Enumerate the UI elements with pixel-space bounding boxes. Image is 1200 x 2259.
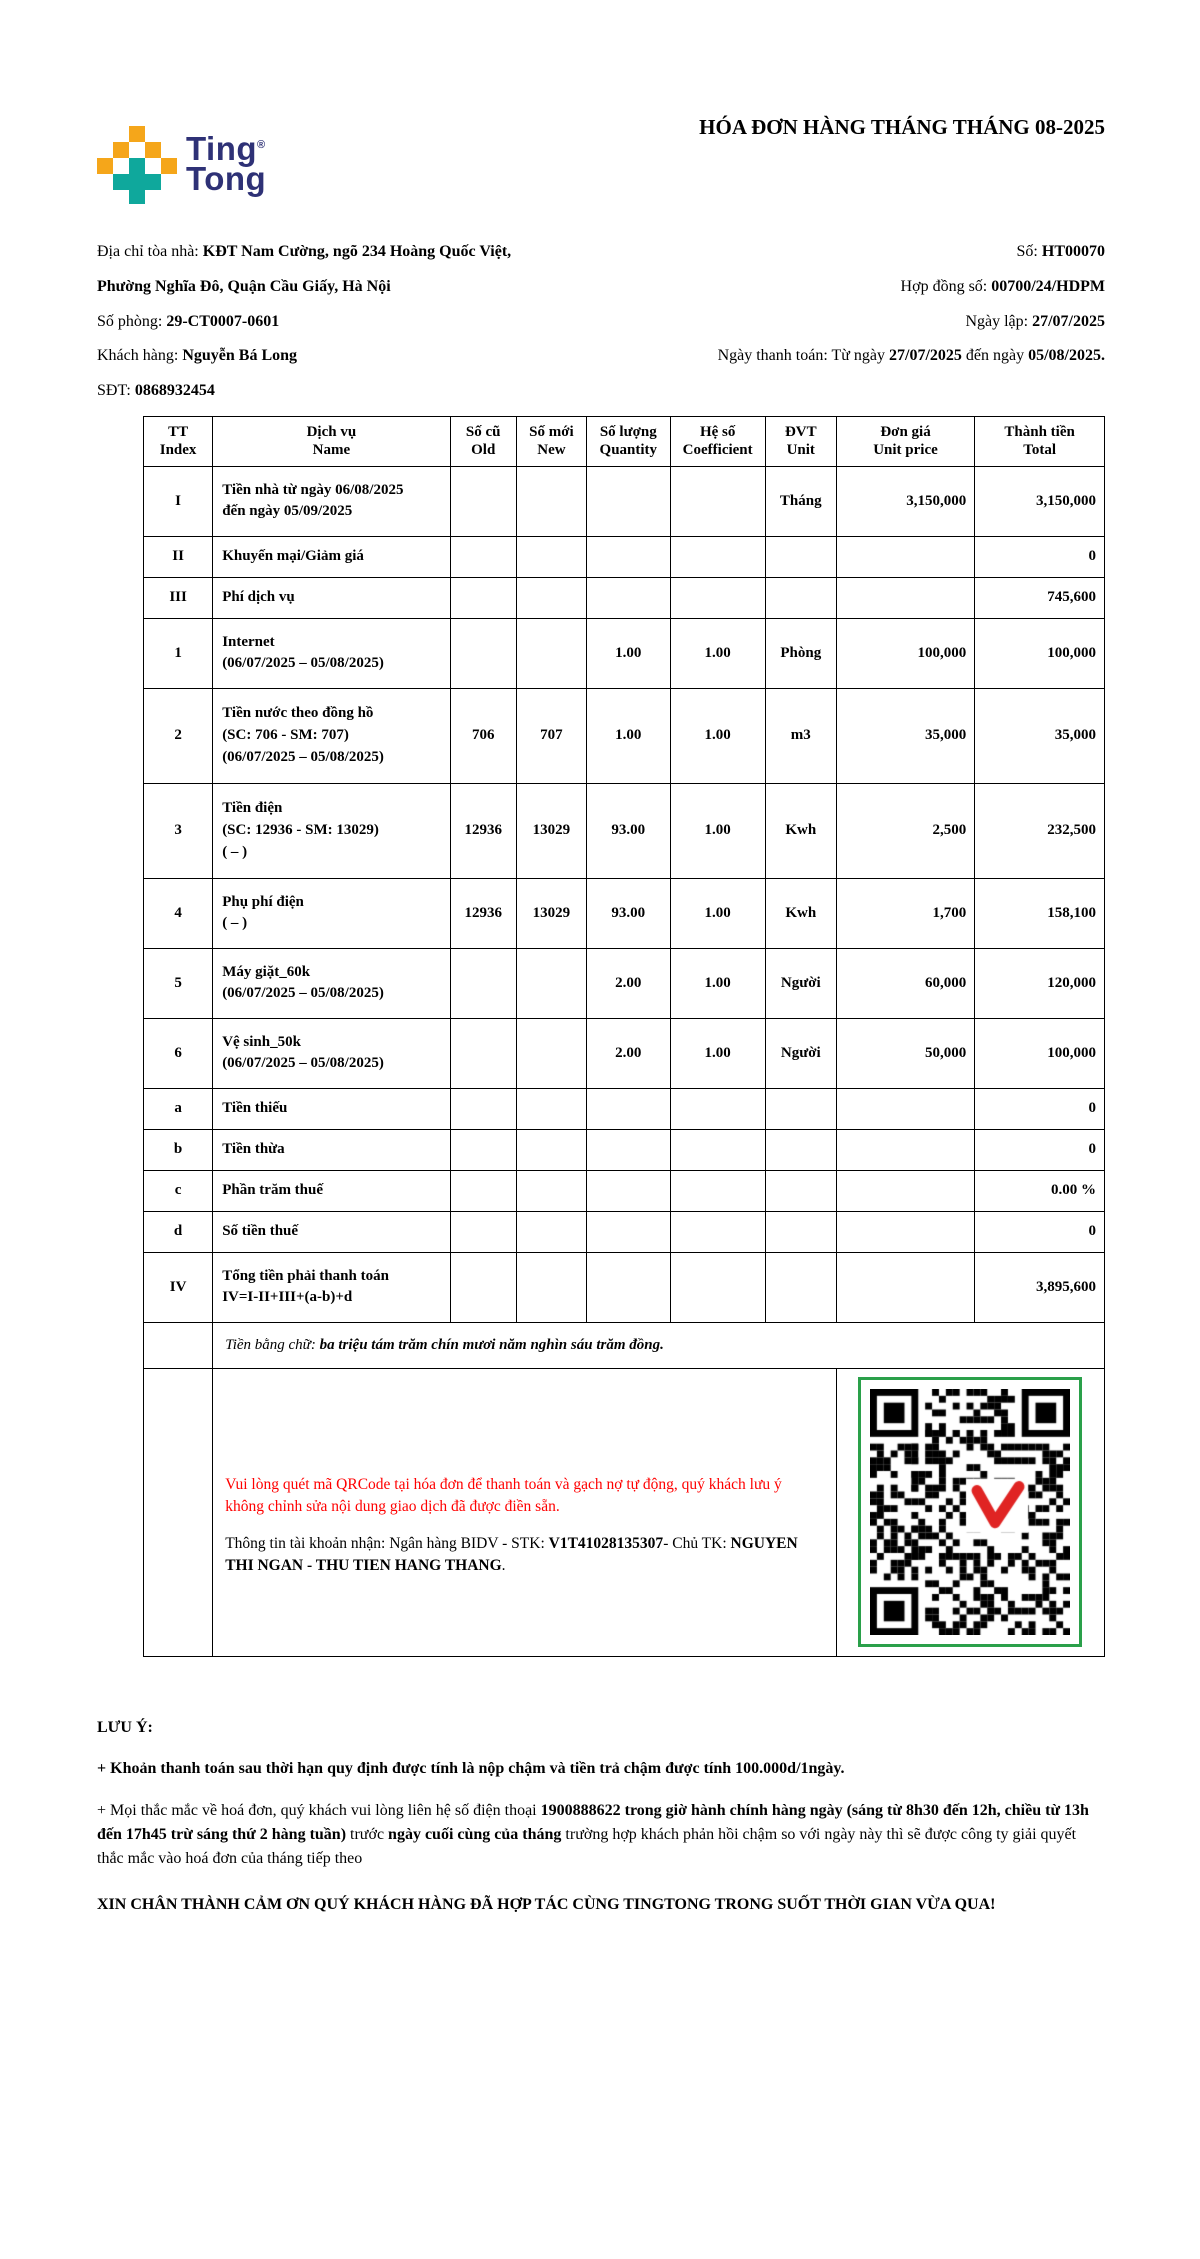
cell-name: Khuyến mại/Giảm giá bbox=[213, 536, 450, 577]
empty-cell bbox=[144, 1322, 213, 1368]
cell-name: Vệ sinh_50k (06/07/2025 – 05/08/2025) bbox=[213, 1018, 450, 1088]
cell-total: 0.00 % bbox=[975, 1170, 1105, 1211]
col-header-new: Số mới New bbox=[516, 416, 586, 466]
payment-period: Ngày thanh toán: Từ ngày 27/07/2025 đến ngày 05/08/2025. bbox=[717, 347, 1105, 365]
cell-old bbox=[450, 577, 516, 618]
cell-coeff: 1.00 bbox=[670, 878, 765, 948]
cell-unit: Người bbox=[765, 1018, 836, 1088]
footer-notes bbox=[97, 1719, 1105, 1917]
cell-unit: Phòng bbox=[765, 618, 836, 688]
amount-in-words: Tiền bằng chữ: ba triệu tám trăm chín mươi năm nghìn sáu trăm đồng. bbox=[213, 1322, 1105, 1368]
cell-unit bbox=[765, 1170, 836, 1211]
col-header-unit: ĐVT Unit bbox=[765, 416, 836, 466]
info-row bbox=[97, 312, 1105, 333]
cell-name: Internet (06/07/2025 – 05/08/2025) bbox=[213, 618, 450, 688]
table-row bbox=[144, 1018, 1105, 1088]
cell-price: 3,150,000 bbox=[836, 466, 974, 536]
invoice-number: Số: HT00070 bbox=[1016, 243, 1105, 260]
registered-mark: ® bbox=[257, 139, 266, 151]
invoice-header bbox=[97, 112, 1105, 230]
cell-qty: 93.00 bbox=[587, 878, 671, 948]
brand-ting: Ting bbox=[186, 130, 258, 167]
cell-old: 12936 bbox=[450, 783, 516, 878]
table-row bbox=[144, 688, 1105, 783]
cell-new bbox=[516, 1211, 586, 1252]
col-header-unit-price: Đơn giá Unit price bbox=[836, 416, 974, 466]
cell-old bbox=[450, 1252, 516, 1322]
col-header-quantity: Số lượng Quantity bbox=[587, 416, 671, 466]
cell-new bbox=[516, 618, 586, 688]
cell-total: 0 bbox=[975, 1129, 1105, 1170]
cell-total: 120,000 bbox=[975, 948, 1105, 1018]
cell-old bbox=[450, 618, 516, 688]
cell-old bbox=[450, 948, 516, 1018]
cell-old bbox=[450, 536, 516, 577]
cell-qty bbox=[587, 1170, 671, 1211]
cell-price bbox=[836, 1088, 974, 1129]
info-row bbox=[97, 277, 1105, 298]
cell-coeff: 1.00 bbox=[670, 948, 765, 1018]
table-header-row bbox=[144, 416, 1105, 466]
cell-coeff bbox=[670, 1170, 765, 1211]
cell-qty bbox=[587, 1129, 671, 1170]
brand-tong: Tong bbox=[186, 160, 267, 198]
cell-price bbox=[836, 577, 974, 618]
cell-tt: 1 bbox=[144, 618, 213, 688]
table-row bbox=[144, 878, 1105, 948]
cell-price bbox=[836, 536, 974, 577]
cell-qty bbox=[587, 466, 671, 536]
cell-coeff bbox=[670, 536, 765, 577]
cell-old bbox=[450, 1088, 516, 1129]
cell-name: Tổng tiền phải thanh toán IV=I-II+III+(a-b)+d bbox=[213, 1252, 450, 1322]
cell-total: 0 bbox=[975, 1088, 1105, 1129]
table-row bbox=[144, 1088, 1105, 1129]
cell-tt: I bbox=[144, 466, 213, 536]
cell-old bbox=[450, 1211, 516, 1252]
cell-name: Phụ phí điện ( – ) bbox=[213, 878, 450, 948]
table-row bbox=[144, 577, 1105, 618]
cell-coeff bbox=[670, 1129, 765, 1170]
cell-name: Tiền điện (SC: 12936 - SM: 13029) ( – ) bbox=[213, 783, 450, 878]
cell-new bbox=[516, 1018, 586, 1088]
info-row bbox=[97, 242, 1105, 263]
cell-total: 3,150,000 bbox=[975, 466, 1105, 536]
info-row bbox=[97, 346, 1105, 367]
cell-name: Phí dịch vụ bbox=[213, 577, 450, 618]
invoice-table bbox=[143, 416, 1105, 1657]
cell-new bbox=[516, 536, 586, 577]
contract-number: Hợp đồng số: 00700/24/HDPM bbox=[900, 277, 1105, 295]
table-row bbox=[144, 536, 1105, 577]
cell-tt: a bbox=[144, 1088, 213, 1129]
col-header-service: Dịch vụ Name bbox=[213, 416, 450, 466]
cell-tt: c bbox=[144, 1170, 213, 1211]
cell-tt: IV bbox=[144, 1252, 213, 1322]
cell-new: 13029 bbox=[516, 878, 586, 948]
table-row bbox=[144, 948, 1105, 1018]
tingtong-logo bbox=[97, 126, 266, 204]
qr-payment-notice: Vui lòng quét mã QRCode tại hóa đơn để thanh toán và gạch nợ tự động, quý khách lưu ý không chỉnh sửa nội dung giao dịch đã được điền sẵn. bbox=[225, 1476, 782, 1515]
cell-tt: 5 bbox=[144, 948, 213, 1018]
table-row bbox=[144, 1170, 1105, 1211]
cell-coeff: 1.00 bbox=[670, 688, 765, 783]
col-header-index: TT Index bbox=[144, 416, 213, 466]
cell-unit bbox=[765, 1088, 836, 1129]
info-row bbox=[97, 381, 1105, 402]
customer-phone: SĐT: 0868932454 bbox=[97, 382, 215, 400]
cell-total: 100,000 bbox=[975, 618, 1105, 688]
table-row bbox=[144, 783, 1105, 878]
invoice-info bbox=[97, 242, 1105, 402]
cell-coeff: 1.00 bbox=[670, 618, 765, 688]
cell-coeff: 1.00 bbox=[670, 1018, 765, 1088]
cell-old bbox=[450, 1170, 516, 1211]
cell-old: 12936 bbox=[450, 878, 516, 948]
cell-coeff bbox=[670, 1252, 765, 1322]
bank-account-info: Thông tin tài khoản nhận: Ngân hàng BIDV - STK: V1T41028135307- Chủ TK: NGUYEN THI NGAN - THU TIEN HANG THANG. bbox=[225, 1535, 798, 1575]
cell-total: 3,895,600 bbox=[975, 1252, 1105, 1322]
cell-unit: Kwh bbox=[765, 783, 836, 878]
cell-unit bbox=[765, 577, 836, 618]
cell-qty bbox=[587, 1252, 671, 1322]
cell-name: Số tiền thuế bbox=[213, 1211, 450, 1252]
cell-new bbox=[516, 1129, 586, 1170]
cell-coeff: 1.00 bbox=[670, 783, 765, 878]
cell-total: 100,000 bbox=[975, 1018, 1105, 1088]
cell-old bbox=[450, 1129, 516, 1170]
cell-total: 0 bbox=[975, 536, 1105, 577]
cell-unit bbox=[765, 1211, 836, 1252]
col-header-old: Số cũ Old bbox=[450, 416, 516, 466]
cell-qty bbox=[587, 1211, 671, 1252]
cell-name: Tiền thừa bbox=[213, 1129, 450, 1170]
cell-coeff bbox=[670, 466, 765, 536]
cell-old bbox=[450, 1018, 516, 1088]
cell-unit: m3 bbox=[765, 688, 836, 783]
cell-total: 35,000 bbox=[975, 688, 1105, 783]
cell-tt: 2 bbox=[144, 688, 213, 783]
cell-tt: II bbox=[144, 536, 213, 577]
payment-instructions-cell bbox=[213, 1368, 837, 1656]
cell-coeff bbox=[670, 1088, 765, 1129]
customer-name: Khách hàng: Nguyễn Bá Long bbox=[97, 347, 298, 365]
cell-new bbox=[516, 577, 586, 618]
payment-qr-code bbox=[870, 1389, 1070, 1635]
cell-price: 1,700 bbox=[836, 878, 974, 948]
table-row bbox=[144, 466, 1105, 536]
cell-new bbox=[516, 1252, 586, 1322]
qr-code-cell bbox=[836, 1368, 1104, 1656]
cell-tt: III bbox=[144, 577, 213, 618]
amount-in-words-row bbox=[144, 1322, 1105, 1368]
cell-qty: 2.00 bbox=[587, 1018, 671, 1088]
thank-you-note: XIN CHÂN THÀNH CẢM ƠN QUÝ KHÁCH HÀNG ĐÃ HỢP TÁC CÙNG TINGTONG TRONG SUỐT THỜI GIAN VỪA QUA! bbox=[97, 1895, 996, 1913]
cell-price: 35,000 bbox=[836, 688, 974, 783]
cell-name: Máy giặt_60k (06/07/2025 – 05/08/2025) bbox=[213, 948, 450, 1018]
cell-coeff bbox=[670, 1211, 765, 1252]
cell-total: 0 bbox=[975, 1211, 1105, 1252]
cell-price bbox=[836, 1170, 974, 1211]
notes-heading: LƯU Ý: bbox=[97, 1718, 153, 1736]
qr-row bbox=[144, 1368, 1105, 1656]
cell-old bbox=[450, 466, 516, 536]
cell-total: 158,100 bbox=[975, 878, 1105, 948]
cell-new bbox=[516, 1088, 586, 1129]
table-row bbox=[144, 1129, 1105, 1170]
cell-qty: 93.00 bbox=[587, 783, 671, 878]
hotline-note: + Mọi thắc mắc về hoá đơn, quý khách vui lòng liên hệ số điện thoại 1900888622 trong giờ hành chính hàng ngày (sáng từ 8h30 đến 12h, chiều từ 13h đến 17h45 trừ sáng thứ 2 hàng tuần) trước ngày cuối cùng của tháng trường hợp khách phản hồi chậm so với ngày này thì sẽ được công ty giải quyết thắc mắc vào hoá đơn của tháng tiếp theo bbox=[97, 1801, 1089, 1867]
cell-qty bbox=[587, 1088, 671, 1129]
table-row bbox=[144, 1252, 1105, 1322]
cell-unit bbox=[765, 536, 836, 577]
cell-unit: Tháng bbox=[765, 466, 836, 536]
cell-price: 50,000 bbox=[836, 1018, 974, 1088]
col-header-total: Thành tiền Total bbox=[975, 416, 1105, 466]
cell-old: 706 bbox=[450, 688, 516, 783]
building-address-line1: Địa chỉ tòa nhà: KĐT Nam Cường, ngõ 234 Hoàng Quốc Việt, bbox=[97, 243, 512, 260]
cell-price: 2,500 bbox=[836, 783, 974, 878]
cell-total: 745,600 bbox=[975, 577, 1105, 618]
cell-qty: 2.00 bbox=[587, 948, 671, 1018]
cell-new bbox=[516, 466, 586, 536]
cell-price bbox=[836, 1211, 974, 1252]
cell-tt: d bbox=[144, 1211, 213, 1252]
cell-unit: Người bbox=[765, 948, 836, 1018]
cell-coeff bbox=[670, 577, 765, 618]
col-header-coefficient: Hệ số Coefficient bbox=[670, 416, 765, 466]
cell-qty: 1.00 bbox=[587, 688, 671, 783]
cell-name: Tiền thiếu bbox=[213, 1088, 450, 1129]
building-address-line2: Phường Nghĩa Đô, Quận Cầu Giấy, Hà Nội bbox=[97, 277, 391, 295]
cell-price: 60,000 bbox=[836, 948, 974, 1018]
issue-date: Ngày lập: 27/07/2025 bbox=[965, 312, 1105, 330]
cell-qty bbox=[587, 536, 671, 577]
cell-new: 707 bbox=[516, 688, 586, 783]
empty-cell bbox=[144, 1368, 213, 1656]
room-number: Số phòng: 29-CT0007-0601 bbox=[97, 312, 280, 330]
cell-qty bbox=[587, 577, 671, 618]
cell-price bbox=[836, 1252, 974, 1322]
cell-name: Tiền nhà từ ngày 06/08/2025 đến ngày 05/09/2025 bbox=[213, 466, 450, 536]
cell-total: 232,500 bbox=[975, 783, 1105, 878]
table-row bbox=[144, 1211, 1105, 1252]
cell-price bbox=[836, 1129, 974, 1170]
cell-new bbox=[516, 1170, 586, 1211]
cell-name: Tiền nước theo đồng hồ (SC: 706 - SM: 707) (06/07/2025 – 05/08/2025) bbox=[213, 688, 450, 783]
cell-price: 100,000 bbox=[836, 618, 974, 688]
cell-new bbox=[516, 948, 586, 1018]
cell-unit: Kwh bbox=[765, 878, 836, 948]
cell-unit bbox=[765, 1129, 836, 1170]
qr-code-frame bbox=[858, 1377, 1082, 1647]
cell-name: Phần trăm thuế bbox=[213, 1170, 450, 1211]
tingtong-logo-icon bbox=[97, 126, 172, 204]
cell-tt: 4 bbox=[144, 878, 213, 948]
cell-unit bbox=[765, 1252, 836, 1322]
late-payment-note: + Khoản thanh toán sau thời hạn quy định được tính là nộp chậm và tiền trả chậm được tính 100.000d/1ngày. bbox=[97, 1759, 845, 1777]
tingtong-logo-text bbox=[186, 130, 267, 198]
cell-new: 13029 bbox=[516, 783, 586, 878]
table-row bbox=[144, 618, 1105, 688]
cell-tt: b bbox=[144, 1129, 213, 1170]
cell-tt: 6 bbox=[144, 1018, 213, 1088]
cell-qty: 1.00 bbox=[587, 618, 671, 688]
cell-tt: 3 bbox=[144, 783, 213, 878]
document-title: HÓA ĐƠN HÀNG THÁNG THÁNG 08-2025 bbox=[699, 115, 1105, 139]
